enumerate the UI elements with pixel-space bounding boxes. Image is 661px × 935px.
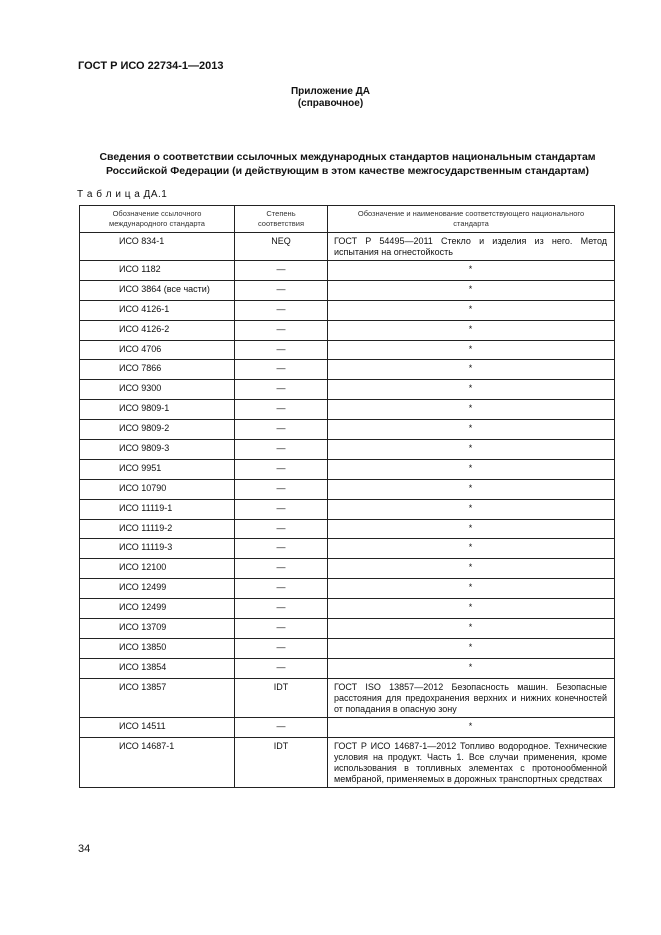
national-standard-cell: *: [328, 559, 615, 579]
international-standard-cell: ИСО 14511: [80, 717, 235, 737]
national-standard-cell: *: [328, 658, 615, 678]
national-standard-cell: *: [328, 280, 615, 300]
degree-cell: —: [235, 579, 328, 599]
international-standard-cell: ИСО 9300: [80, 380, 235, 400]
table-row: [80, 658, 615, 678]
table-caption: Т а б л и ц а ДА.1: [77, 189, 168, 200]
international-standard-cell: ИСО 11119-3: [80, 539, 235, 559]
international-standard-cell: ИСО 11119-1: [80, 499, 235, 519]
international-standard-cell: ИСО 13709: [80, 619, 235, 639]
national-standard-cell: *: [328, 459, 615, 479]
degree-cell: —: [235, 360, 328, 380]
national-standard-cell: *: [328, 599, 615, 619]
international-standard-cell: ИСО 4126-2: [80, 320, 235, 340]
table-row: [80, 261, 615, 281]
degree-cell: —: [235, 420, 328, 440]
international-standard-cell: ИСО 834-1: [80, 233, 235, 261]
table-row: [80, 519, 615, 539]
section-heading: Сведения о соответствии ссылочных международных стандартов национальным стандартам Российской Федерации (и действующим в этом качестве межгосударственным стандартам): [99, 151, 596, 177]
degree-cell: —: [235, 340, 328, 360]
international-standard-cell: ИСО 1182: [80, 261, 235, 281]
degree-cell: —: [235, 479, 328, 499]
table-row: [80, 539, 615, 559]
national-standard-cell: *: [328, 539, 615, 559]
national-standard-cell: ГОСТ Р 54495—2011 Стекло и изделия из него. Метод испытания на огнестойкость: [328, 233, 615, 261]
table-row: [80, 459, 615, 479]
annex-title: [0, 86, 661, 110]
table-row: [80, 380, 615, 400]
international-standard-cell: ИСО 10790: [80, 479, 235, 499]
international-standard-cell: ИСО 9809-2: [80, 420, 235, 440]
table-row: [80, 280, 615, 300]
international-standard-cell: ИСО 7866: [80, 360, 235, 380]
degree-cell: —: [235, 658, 328, 678]
degree-cell: —: [235, 380, 328, 400]
table-row: [80, 559, 615, 579]
degree-cell: —: [235, 300, 328, 320]
page-number: 34: [78, 843, 91, 855]
degree-cell: —: [235, 519, 328, 539]
table-row: [80, 619, 615, 639]
table-row: [80, 300, 615, 320]
international-standard-cell: ИСО 9809-1: [80, 400, 235, 420]
table-body: [80, 233, 615, 788]
national-standard-cell: *: [328, 400, 615, 420]
degree-cell: —: [235, 440, 328, 460]
degree-cell: —: [235, 638, 328, 658]
international-standard-cell: ИСО 13850: [80, 638, 235, 658]
table-row: [80, 233, 615, 261]
international-standard-cell: ИСО 12499: [80, 579, 235, 599]
table-row: [80, 737, 615, 787]
column-header-international: Обозначение ссылочного международного стандарта: [80, 206, 235, 233]
degree-cell: NEQ: [235, 233, 328, 261]
international-standard-cell: ИСО 13854: [80, 658, 235, 678]
degree-cell: IDT: [235, 737, 328, 787]
national-standard-cell: *: [328, 380, 615, 400]
degree-cell: —: [235, 717, 328, 737]
national-standard-cell: *: [328, 579, 615, 599]
table-row: [80, 440, 615, 460]
column-header-degree: Степень соответствия: [235, 206, 328, 233]
degree-cell: —: [235, 261, 328, 281]
degree-cell: —: [235, 459, 328, 479]
national-standard-cell: *: [328, 420, 615, 440]
table-row: [80, 638, 615, 658]
table-row: [80, 420, 615, 440]
table-row: [80, 579, 615, 599]
international-standard-cell: ИСО 9809-3: [80, 440, 235, 460]
degree-cell: —: [235, 539, 328, 559]
table-header-row: [80, 206, 615, 233]
table-row: [80, 479, 615, 499]
international-standard-cell: ИСО 13857: [80, 678, 235, 717]
international-standard-cell: ИСО 11119-2: [80, 519, 235, 539]
table-row: [80, 678, 615, 717]
national-standard-cell: *: [328, 360, 615, 380]
national-standard-cell: *: [328, 261, 615, 281]
national-standard-cell: *: [328, 619, 615, 639]
degree-cell: IDT: [235, 678, 328, 717]
international-standard-cell: ИСО 4706: [80, 340, 235, 360]
table-row: [80, 320, 615, 340]
table-row: [80, 499, 615, 519]
degree-cell: —: [235, 559, 328, 579]
degree-cell: —: [235, 619, 328, 639]
degree-cell: —: [235, 400, 328, 420]
degree-cell: —: [235, 499, 328, 519]
annex-label: Приложение ДА: [290, 86, 371, 97]
international-standard-cell: ИСО 12100: [80, 559, 235, 579]
international-standard-cell: ИСО 9951: [80, 459, 235, 479]
table-row: [80, 400, 615, 420]
national-standard-cell: *: [328, 499, 615, 519]
national-standard-cell: ГОСТ Р ИСО 14687-1—2012 Топливо водородное. Технические условия на продукт. Часть 1. Все случаи применения, кроме использования в топливных элементах с протонообменной мембраной, применяемых в дорожных транспортных средствах: [328, 737, 615, 787]
national-standard-cell: *: [328, 479, 615, 499]
degree-cell: —: [235, 280, 328, 300]
table-row: [80, 717, 615, 737]
national-standard-cell: *: [328, 440, 615, 460]
national-standard-cell: *: [328, 519, 615, 539]
degree-cell: —: [235, 599, 328, 619]
annex-type: (справочное): [297, 98, 364, 109]
document-code: ГОСТ Р ИСО 22734-1—2013: [78, 60, 224, 72]
national-standard-cell: *: [328, 717, 615, 737]
international-standard-cell: ИСО 4126-1: [80, 300, 235, 320]
correspondence-table: [79, 205, 615, 788]
international-standard-cell: ИСО 14687-1: [80, 737, 235, 787]
national-standard-cell: ГОСТ ISO 13857—2012 Безопасность машин. Безопасные расстояния для предохранения верхних и нижних конечностей от попадания в опасную зону: [328, 678, 615, 717]
degree-cell: —: [235, 320, 328, 340]
national-standard-cell: *: [328, 300, 615, 320]
table-row: [80, 360, 615, 380]
national-standard-cell: *: [328, 638, 615, 658]
table-row: [80, 340, 615, 360]
national-standard-cell: *: [328, 320, 615, 340]
international-standard-cell: ИСО 3864 (все части): [80, 280, 235, 300]
column-header-national: Обозначение и наименование соответствующего национального стандарта: [328, 206, 615, 233]
international-standard-cell: ИСО 12499: [80, 599, 235, 619]
national-standard-cell: *: [328, 340, 615, 360]
table-row: [80, 599, 615, 619]
